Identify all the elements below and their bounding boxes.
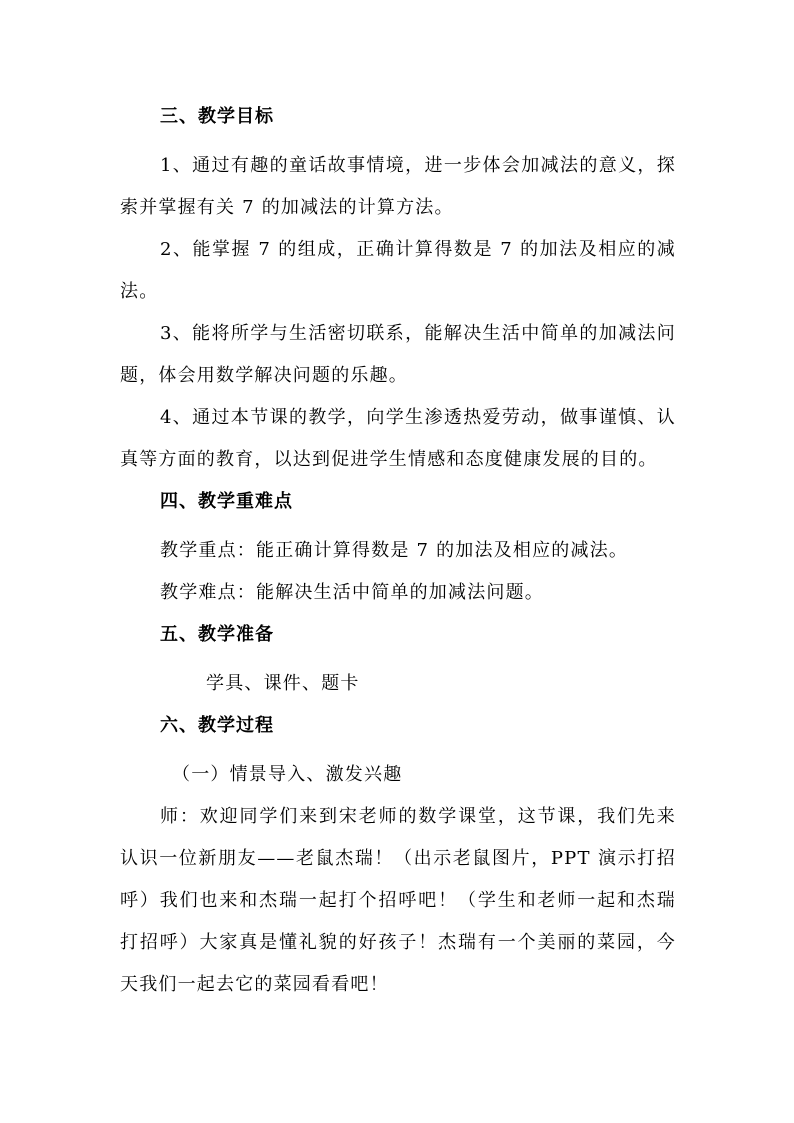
goal-item-1: 1、通过有趣的童话故事情境，进一步体会加减法的意义，探索并掌握有关 7 的加减法的计算方法。 [120,155,676,218]
process-paragraph: 师：欢迎同学们来到宋老师的数学课堂，这节课，我们先来认识一位新朋友——老鼠杰瑞！（出示老鼠图片，PPT 演示打招呼）我们也来和杰瑞一起打个招呼吧！（学生和老师一起和杰瑞打招呼）大家真是懂礼貌的好孩子！杰瑞有一个美丽的菜园，今天我们一起去它的菜园看看吧！ [120,806,676,995]
key-point-difficulty: 教学难点：能解决生活中简单的加减法问题。 [160,582,544,603]
goal-item-2: 2、能掌握 7 的组成，正确计算得数是 7 的加法及相应的减法。 [120,239,676,302]
section-heading-key-points: 四、教学重难点 [160,491,293,512]
document-body [120,104,676,1006]
preparation-content: 学具、课件、题卡 [206,673,360,694]
process-subtitle: （一）情景导入、激发兴趣 [172,764,403,785]
section-heading-goals: 三、教学目标 [160,106,274,127]
section-heading-process: 六、教学过程 [160,715,274,736]
section-heading-preparation: 五、教学准备 [160,624,274,645]
goal-item-4: 4、通过本节课的教学，向学生渗透热爱劳动，做事谨慎、认真等方面的教育，以达到促进学生情感和态度健康发展的目的。 [120,407,676,470]
goal-item-3: 3、能将所学与生活密切联系，能解决生活中简单的加减法问题，体会用数学解决问题的乐趣。 [120,323,676,386]
key-point-focus: 教学重点：能正确计算得数是 7 的加法及相应的减法。 [160,540,629,561]
